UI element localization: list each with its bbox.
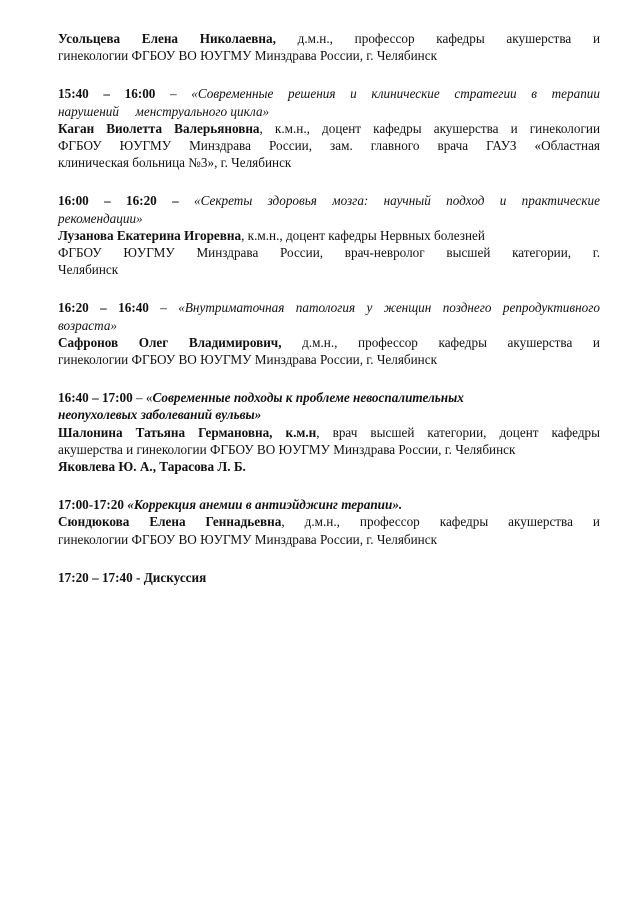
speaker-name: Сафронов Олег Владимирович, — [58, 334, 282, 350]
intro-line-2: гинекологии ФГБОУ ВО ЮУГМУ Минздрава России, г. Челябинск — [58, 48, 437, 64]
session-2 — [58, 192, 600, 278]
speaker-line-2: гинекологии ФГБОУ ВО ЮУГМУ Минздрава России, г. Челябинск — [58, 531, 437, 547]
speaker-line-2: ФГБОУ ЮУГМУ Минздрава России, врач-невролог высшей категории, г. — [58, 245, 600, 261]
session-title-line-1 — [58, 389, 600, 406]
speaker-role: д.м.н., профессор кафедры акушерства и — [281, 334, 600, 350]
session-time: 17:00-17:20 — [58, 497, 124, 513]
coauthors: Яковлева Ю. А., Тарасова Л. Б. — [58, 459, 246, 475]
session-title-line-1 — [58, 496, 600, 513]
session-time: 15:40 – 16:00 — [58, 86, 156, 102]
speaker-role: , к.м.н., доцент кафедры акушерства и гинекологии — [259, 120, 600, 136]
speaker-name: Лузанова Екатерина Игоревна — [58, 227, 242, 243]
session-title-line-2: неопухолевых заболеваний вульвы» — [58, 407, 262, 423]
program-page — [58, 30, 600, 607]
session-title: «Коррекция анемии в антиэйджинг терапии». — [127, 497, 403, 513]
speaker-line-2: гинекологии ФГБОУ ВО ЮУГМУ Минздрава России, г. Челябинск — [58, 352, 437, 368]
session-4 — [58, 389, 600, 475]
speaker-line-2: акушерства и гинекологии ФГБОУ ВО ЮУГМУ Минздрава России, г. Челябинск — [58, 441, 516, 457]
speaker-line-1 — [58, 227, 600, 244]
speaker-role: , д.м.н., профессор кафедры акушерства и — [281, 514, 600, 530]
session-dash: – « — [132, 390, 153, 406]
speaker-name: Каган Виолетта Валерьяновна — [58, 120, 260, 136]
speaker-line-3: клиническая больница №3», г. Челябинск — [58, 155, 292, 171]
session-title: «Секреты здоровья мозга: научный подход и практические — [194, 193, 600, 209]
speaker-role: , врач высшей категории, доцент кафедры — [316, 424, 600, 440]
session-title-line-2: нарушений менструального цикла» — [58, 103, 270, 119]
speaker-line-1 — [58, 424, 600, 441]
session-5 — [58, 496, 600, 548]
intro-line-1 — [58, 30, 600, 47]
speaker-line-1 — [58, 513, 600, 530]
session-dash: – — [155, 86, 192, 102]
speaker-line-2: ФГБОУ ЮУГМУ Минздрава России, зам. главного врача ГАУЗ «Областная — [58, 138, 600, 154]
speaker-role: , к.м.н., доцент кафедры Нервных болезней — [241, 227, 485, 243]
session-title-line-1 — [58, 192, 600, 209]
speaker-line-1 — [58, 334, 600, 351]
session-time: 16:20 – 16:40 — [58, 300, 149, 316]
intro-speaker: Усольцева Елена Николаевна, — [58, 31, 276, 46]
session-time: 16:40 – 17:00 — [58, 390, 133, 406]
session-title: «Внутриматочная патология у женщин позднего репродуктивного — [178, 300, 600, 316]
session-dash: – — [156, 193, 195, 209]
session-dash: – — [148, 300, 179, 316]
discussion-block — [58, 569, 600, 586]
session-1 — [58, 85, 600, 171]
intro-block — [58, 30, 600, 64]
session-title-line-1 — [58, 299, 600, 316]
session-title: «Современные решения и клинические стратегии в терапии — [191, 86, 600, 102]
speaker-name: Сюндюкова Елена Геннадьевна — [58, 514, 282, 530]
session-time: 16:00 – 16:20 — [58, 193, 157, 209]
speaker-line-1 — [58, 120, 600, 137]
speaker-name: Шалонина Татьяна Германовна, к.м.н — [58, 424, 317, 440]
intro-speaker-role: д.м.н., профессор кафедры акушерства и — [275, 31, 600, 46]
session-title: Современные подходы к проблеме невоспалительных — [152, 390, 464, 406]
discussion-line: 17:20 – 17:40 - Дискуссия — [58, 569, 207, 585]
session-title-line-2: рекомендации» — [58, 210, 143, 226]
speaker-line-3: Челябинск — [58, 262, 119, 278]
session-title-line-1 — [58, 85, 600, 102]
session-title-line-2: возраста» — [58, 317, 118, 333]
session-3 — [58, 299, 600, 368]
